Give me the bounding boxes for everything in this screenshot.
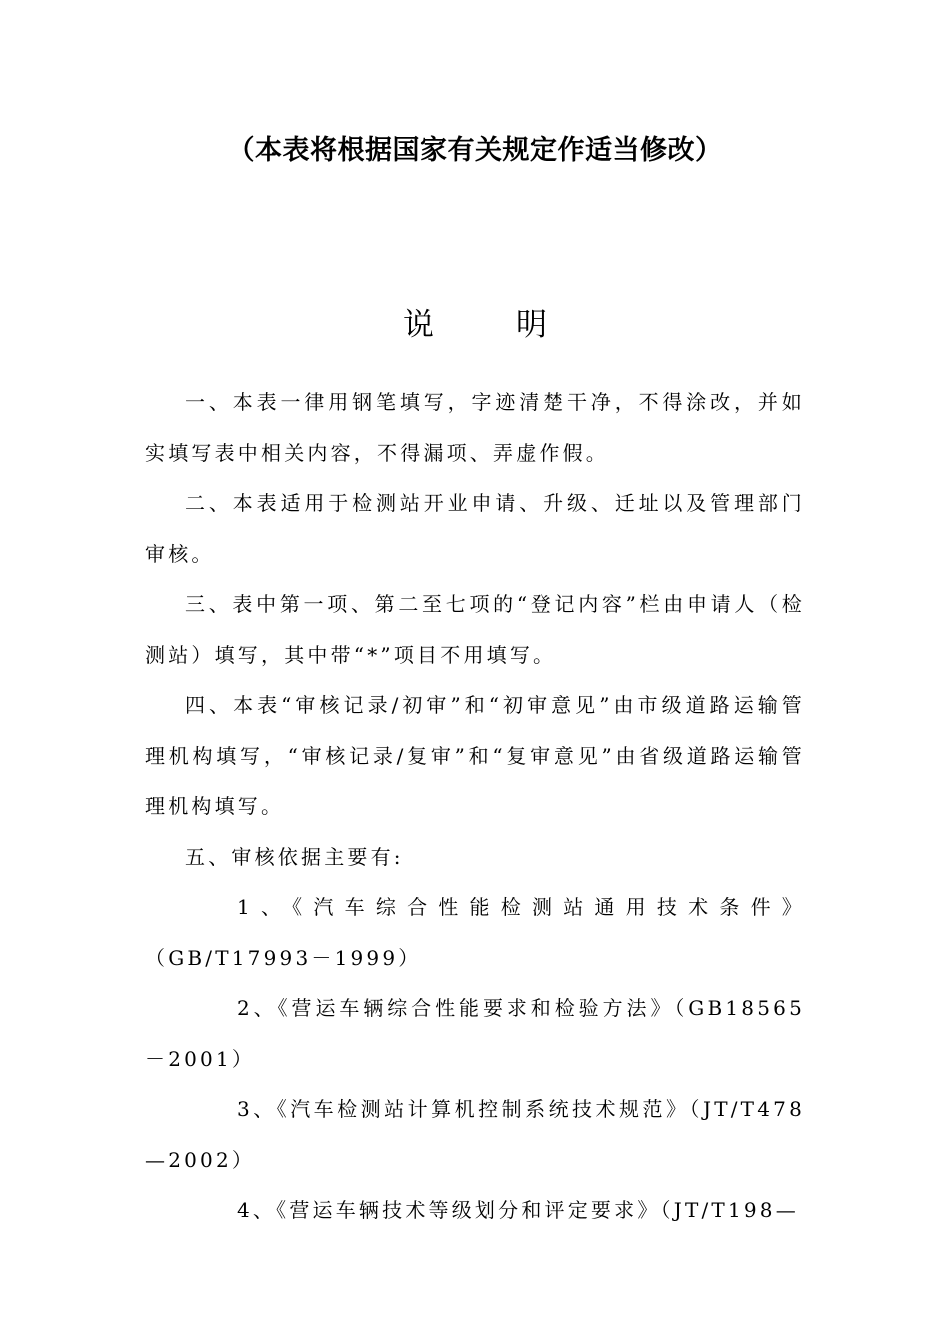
title-char-1: 说	[403, 307, 434, 343]
paragraph-1: 一、本表一律用钢笔填写，字迹清楚干净，不得涂改，并如实填写表中相关内容，不得漏项、弄虚作假。	[145, 390, 805, 465]
revision-note: （本表将根据国家有关规定作适当修改）	[227, 135, 723, 166]
paragraph-4: 四、本表“审核记录/初审”和“初审意见”由市级道路运输管理机构填写，“审核记录/复审”和“复审意见”由省级道路运输管理机构填写。	[145, 693, 805, 818]
reference-4: 4、《营运车辆技术等级划分和评定要求》（JT/T198—	[237, 1198, 799, 1222]
paragraph-5: 五、审核依据主要有:	[185, 844, 404, 869]
page-title	[0, 302, 950, 348]
paragraph-2: 二、本表适用于检测站开业申请、升级、迁址以及管理部门审核。	[145, 491, 805, 566]
reference-3: 3、《汽车检测站计算机控制系统技术规范》（JT/T478—2002）	[145, 1097, 805, 1172]
reference-2: 2、《营运车辆综合性能要求和检验方法》（GB18565－2001）	[145, 996, 805, 1071]
paragraph-3: 三、表中第一项、第二至七项的“登记内容”栏由申请人（检测站）填写，其中带“*”项目不用填写。	[145, 592, 805, 667]
instructions-body	[145, 377, 805, 1236]
title-char-2: 明	[516, 307, 547, 343]
reference-1: 1、《汽车综合性能检测站通用技术条件》（GB/T17993－1999）	[145, 895, 805, 970]
